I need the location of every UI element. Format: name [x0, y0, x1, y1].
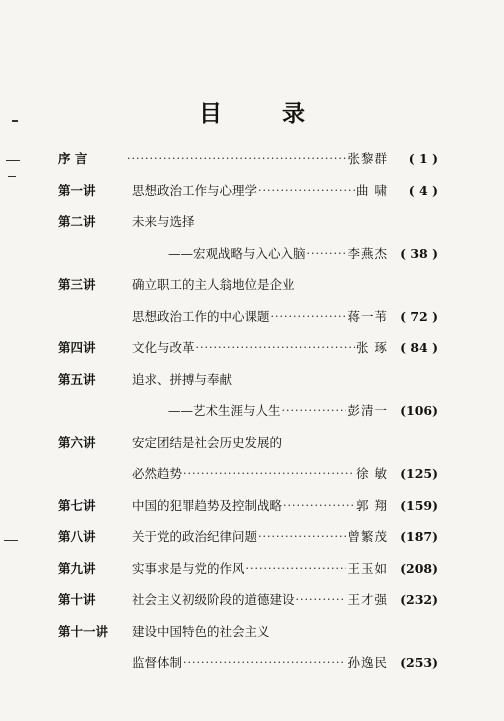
entry-title: 确立职工的主人翁地位是企业: [132, 277, 295, 292]
entry-label: 第四讲: [58, 340, 96, 355]
entry-author: 张黎群: [347, 151, 388, 166]
entry-label: 第七讲: [58, 497, 96, 513]
dot-leader: [296, 589, 347, 611]
entry-author: 彭清一: [347, 403, 388, 418]
entry-page: (187): [400, 529, 438, 544]
entry-page: (232): [400, 592, 438, 607]
entry-page: (125): [400, 466, 438, 481]
entry-label: 序 言: [58, 151, 88, 166]
entry-title: 未来与选择: [132, 214, 195, 229]
scan-mark: [6, 160, 20, 161]
entry-label: 第十一讲: [58, 623, 109, 639]
toc-entry-lecture-9[interactable]: [58, 558, 438, 580]
toc-entry-lecture-3-cont[interactable]: [58, 306, 438, 328]
toc-entry-lecture-6-cont[interactable]: [58, 463, 438, 485]
toc-entry-lecture-6[interactable]: [58, 432, 438, 454]
entry-title-cont: 监督体制: [132, 655, 183, 670]
toc-entry-lecture-11[interactable]: [58, 621, 438, 643]
entry-title: 实事求是与党的作风: [132, 560, 245, 576]
entry-author: 曲 啸: [356, 182, 388, 198]
page-title: 目 录: [198, 100, 331, 127]
dot-leader: [283, 495, 355, 517]
entry-page: ( 72 ): [400, 308, 438, 324]
table-of-contents: [58, 148, 438, 684]
toc-entry-lecture-2-sub[interactable]: [58, 243, 438, 265]
entry-label: 第一讲: [58, 182, 96, 198]
dot-leader: [307, 243, 347, 265]
entry-title-cont: 思想政治工作的中心课题: [132, 308, 270, 324]
dot-leader: [127, 148, 346, 170]
entry-page: (159): [400, 497, 438, 513]
entry-label: 第六讲: [58, 434, 96, 450]
entry-title-cont: 必然趋势: [132, 466, 183, 481]
entry-label: 第八讲: [58, 529, 96, 544]
toc-entry-lecture-2[interactable]: [58, 211, 438, 233]
entry-author: 王玉如: [347, 560, 388, 576]
entry-author: 蒋一苇: [347, 308, 388, 324]
dot-leader: [271, 306, 347, 328]
entry-label: 第五讲: [58, 371, 96, 387]
entry-author: 孙逸民: [347, 655, 388, 670]
entry-title: 安定团结是社会历史发展的: [132, 434, 283, 450]
entry-title: 追求、拼搏与奉献: [132, 371, 233, 387]
dot-leader: [183, 652, 346, 674]
entry-page: ( 38 ): [400, 245, 438, 261]
toc-entry-lecture-7[interactable]: [58, 495, 438, 517]
toc-entry-preface[interactable]: [58, 148, 438, 170]
dot-leader: [246, 558, 347, 580]
entry-label: 第九讲: [58, 560, 96, 576]
entry-page: (208): [400, 560, 438, 576]
entry-label: 第二讲: [58, 214, 96, 229]
entry-page: ( 84 ): [400, 340, 438, 355]
entry-title: 思想政治工作与心理学: [132, 182, 258, 198]
toc-entry-lecture-8[interactable]: [58, 526, 438, 548]
entry-title: 中国的犯罪趋势及控制战略: [132, 497, 283, 513]
entry-label: 第三讲: [58, 277, 96, 292]
dot-leader: [258, 526, 346, 548]
dot-leader: [196, 337, 356, 359]
entry-author: 王才强: [347, 592, 388, 607]
toc-entry-lecture-5-sub[interactable]: [58, 400, 438, 422]
entry-author: 曾繁茂: [347, 529, 388, 544]
entry-author: 李燕杰: [347, 245, 388, 261]
entry-author: 郭 翔: [356, 497, 388, 513]
dot-leader: [183, 463, 355, 485]
entry-title: 社会主义初级阶段的道德建设: [132, 592, 295, 607]
toc-entry-lecture-4[interactable]: [58, 337, 438, 359]
entry-author: 张 琢: [356, 340, 388, 355]
dot-leader: [282, 400, 347, 422]
dot-leader: [258, 180, 355, 202]
entry-label: 第十讲: [58, 592, 96, 607]
entry-page: (106): [400, 403, 438, 418]
entry-subtitle: ——艺术生涯与人生: [168, 403, 281, 418]
entry-page: (253): [400, 655, 438, 670]
entry-page: ( 4 ): [408, 182, 438, 198]
entry-page: ( 1 ): [408, 151, 438, 166]
toc-entry-lecture-1[interactable]: [58, 180, 438, 202]
toc-entry-lecture-10[interactable]: [58, 589, 438, 611]
toc-entry-lecture-5[interactable]: [58, 369, 438, 391]
toc-entry-lecture-11-cont[interactable]: [58, 652, 438, 674]
entry-subtitle: ——宏观战略与入心入脑: [168, 245, 306, 261]
toc-entry-lecture-3[interactable]: [58, 274, 438, 296]
entry-title: 建设中国特色的社会主义: [132, 623, 270, 639]
entry-title: 文化与改革: [132, 340, 195, 355]
entry-author: 徐 敏: [356, 466, 388, 481]
scan-mark: [4, 540, 18, 541]
scan-mark: [8, 176, 16, 177]
entry-title: 关于党的政治纪律问题: [132, 529, 258, 544]
